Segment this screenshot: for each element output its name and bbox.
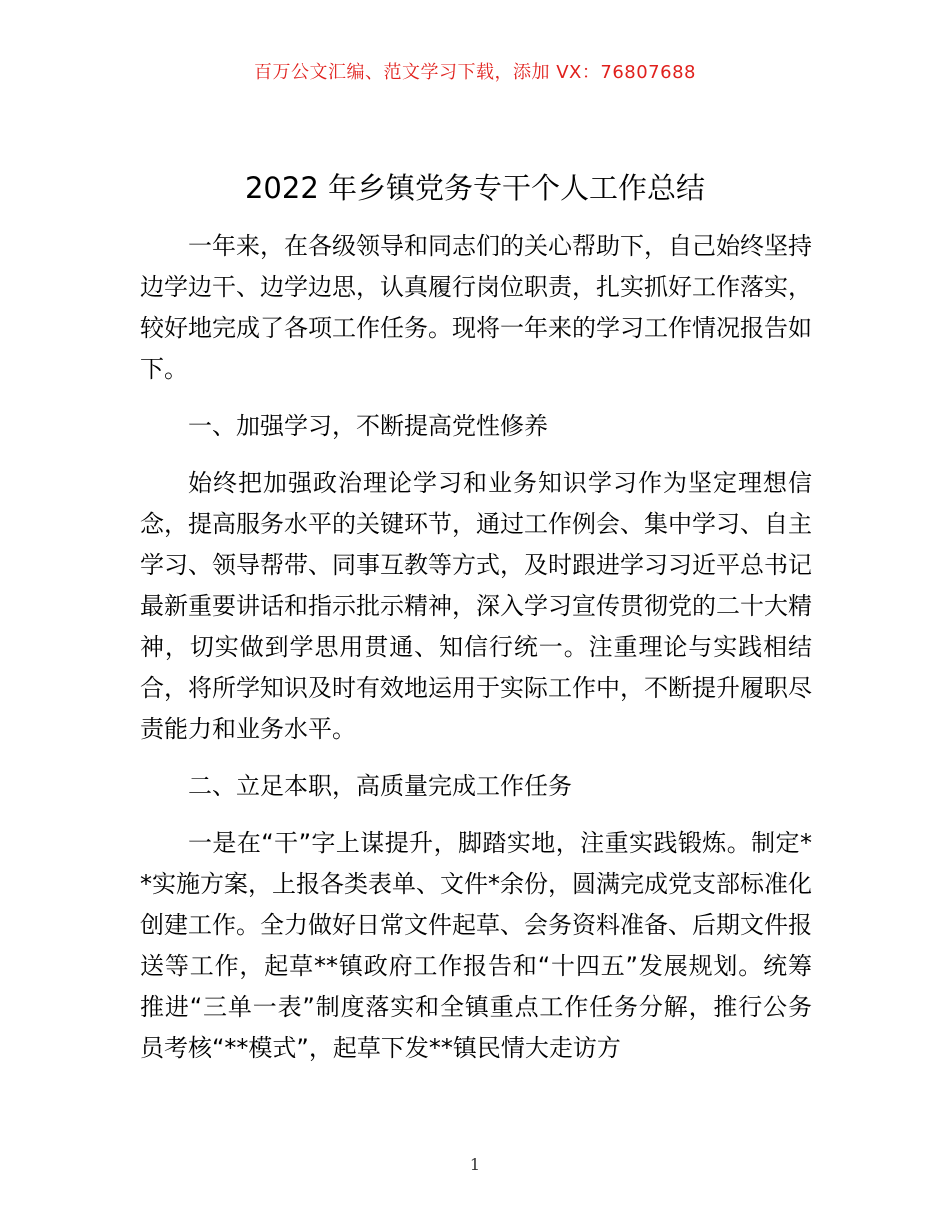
document-title: 2022 年乡镇党务专干个人工作总结 [244, 171, 706, 205]
intro-paragraph: 一年来，在各级领导和同志们的关心帮助下，自己始终坚持边学边干、边学边思，认真履行岗位职责，扎实抓好工作落实，较好地完成了各项工作任务。现将一年来的学习工作情况报告如下。 [140, 232, 812, 383]
section-1-heading: 一、加强学习，不断提高党性修养 [188, 412, 548, 440]
page-number: 1 [469, 1155, 481, 1174]
document-body [140, 226, 812, 1085]
header-banner: 百万公文汇编、范文学习下载，添加 VX：76807688 [254, 62, 696, 83]
section-2-heading: 二、立足本职，高质量完成工作任务 [188, 772, 572, 800]
section-1-paragraph: 始终把加强政治理论学习和业务知识学习作为坚定理想信念，提高服务水平的关键环节，通过工作例会、集中学习、自主学习、领导帮带、同事互教等方式，及时跟进学习习近平总书记最新重要讲话和指示批示精神，深入学习宣传贯彻党的二十大精神，切实做到学思用贯通、知信行统一。注重理论与实践相结合，将所学知识及时有效地运用于实际工作中，不断提升履职尽责能力和业务水平。 [140, 469, 812, 743]
section-2-paragraph: 一是在“干”字上谋提升，脚踏实地，注重实践锻炼。制定**实施方案，上报各类表单、文件*余份，圆满完成党支部标准化创建工作。全力做好日常文件起草、会务资料准备、后期文件报送等工作，起草**镇政府工作报告和“十四五”发展规划。统筹推进“三单一表”制度落实和全镇重点工作任务分解，推行公务员考核“**模式”，起草下发**镇民情大走访方 [140, 829, 812, 1062]
